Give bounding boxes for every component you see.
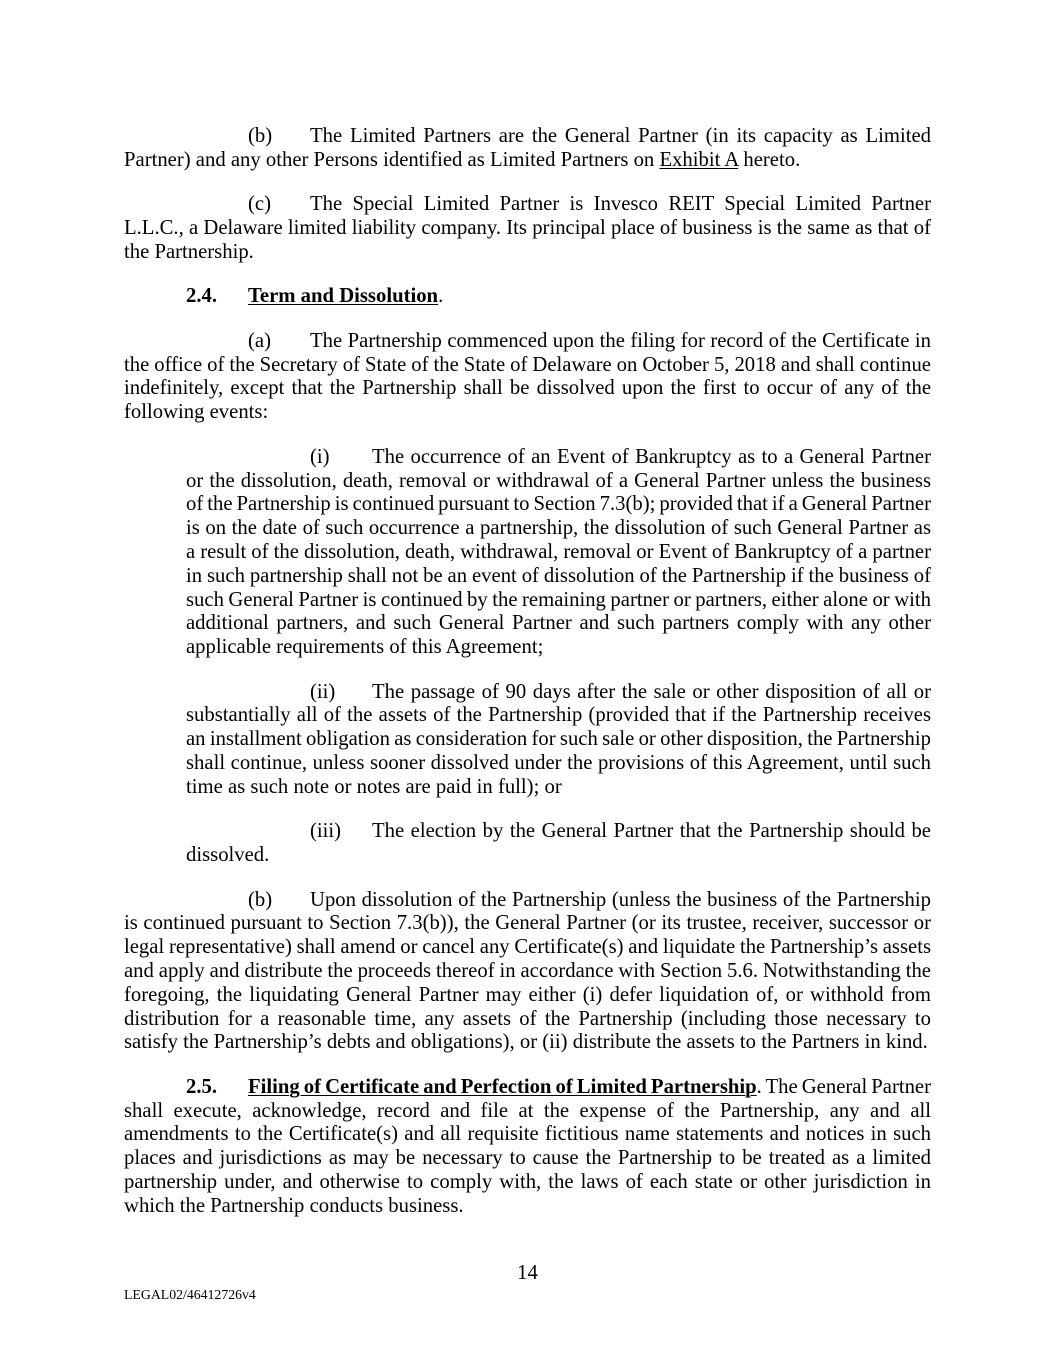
text-line — [186, 493, 931, 517]
text-line — [124, 1147, 931, 1171]
text-line — [186, 844, 931, 868]
text-line — [124, 936, 931, 960]
line-text: and apply and distribute the proceeds thereof in accordance with Section 5.6. Notwithstanding the — [124, 959, 931, 982]
text-line — [186, 776, 931, 800]
document-id: LEGAL02/46412726v4 — [124, 1287, 256, 1302]
line-text: The passage of 90 days after the sale or other disposition of all or — [372, 680, 931, 703]
section-2-4-heading — [124, 285, 931, 309]
text-line — [124, 1123, 931, 1147]
page-body — [124, 125, 931, 1239]
paragraph-label: (c) — [248, 193, 271, 216]
text-line — [124, 1171, 931, 1195]
line-text: The Limited Partners are the General Partner (in its capacity as Limited — [310, 125, 931, 147]
text-line — [186, 752, 931, 776]
paragraph-2-4-a — [124, 330, 931, 425]
text-line — [186, 446, 931, 470]
heading-line — [124, 285, 931, 309]
section-number: 2.5. — [186, 1075, 218, 1098]
text-line — [186, 541, 931, 565]
line-text: following events: — [124, 401, 269, 424]
line-text: dissolved. — [186, 844, 270, 867]
text-line — [186, 728, 931, 752]
section-title-punctuation: . — [438, 285, 444, 308]
heading-line — [124, 1076, 931, 1100]
text-line — [186, 565, 931, 589]
line-text: The Special Limited Partner is Invesco REIT Special Limited Partner — [310, 193, 931, 216]
line-text: the office of the Secretary of State of the State of Delaware on October 5, 2018 and shall continue — [124, 353, 931, 376]
text-line — [124, 193, 931, 217]
paragraph-2-4-a-ii — [186, 681, 931, 800]
paragraph-label: (b) — [248, 888, 273, 911]
paragraph-label: (ii) — [310, 680, 336, 703]
text-line — [186, 681, 931, 705]
line-text: places and jurisdictions as may be necessary to cause the Partnership to be treated as a limited — [124, 1147, 931, 1170]
text-line — [186, 517, 931, 541]
text-line — [124, 401, 931, 425]
text-line — [124, 149, 931, 173]
line-text: distribution for a reasonable time, any assets of the Partnership (including those necessary to — [124, 1007, 931, 1030]
line-text: applicable requirements of this Agreement; — [186, 636, 544, 659]
line-text: time as such note or notes are paid in full); or — [186, 775, 562, 798]
paragraph-label: (b) — [248, 125, 273, 147]
exhibit-a-reference: Exhibit A — [659, 148, 739, 171]
text-line — [124, 241, 931, 265]
paragraph-2-3-c — [124, 193, 931, 264]
text-line — [124, 889, 931, 913]
line-text: additional partners, and such General Partner and such partners comply with any other — [186, 612, 931, 635]
line-text-segment: Partner) and any other Persons identified as Limited Partners on — [124, 148, 660, 171]
line-text: L.L.C., a Delaware limited liability company. Its principal place of business is the same as that of — [124, 217, 931, 240]
text-line — [124, 912, 931, 936]
line-text — [124, 149, 800, 173]
text-line — [124, 1008, 931, 1032]
line-text: Upon dissolution of the Partnership (unless the business of the Partnership — [310, 888, 931, 911]
heading-text — [248, 1076, 931, 1100]
line-text: a result of the dissolution, death, withdrawal, removal or Event of Bankruptcy of a partner — [186, 540, 931, 563]
line-text: The Partnership commenced upon the filing for record of the Certificate in — [310, 329, 931, 352]
line-text-segment: . The General Partner — [756, 1075, 931, 1098]
line-text: The occurrence of an Event of Bankruptcy as to a General Partner — [372, 445, 931, 468]
paragraph-label: (i) — [310, 445, 330, 468]
line-text: amendments to the Certificate(s) and all requisite fictitious name statements and notices in such — [124, 1123, 931, 1146]
line-text: shall execute, acknowledge, record and file at the expense of the Partnership, any and all — [124, 1099, 931, 1122]
section-2-5 — [124, 1076, 931, 1219]
line-text: of the Partnership is continued pursuant to Section 7.3(b); provided that if a General Partner — [186, 493, 931, 516]
text-line — [186, 704, 931, 728]
text-line — [124, 960, 931, 984]
line-text: or the dissolution, death, removal or withdrawal of a General Partner unless the business — [186, 469, 931, 492]
text-line — [124, 1031, 931, 1055]
paragraph-2-3-b — [124, 125, 931, 173]
line-text: is continued pursuant to Section 7.3(b)), the General Partner (or its trustee, receiver, successor or — [124, 912, 931, 935]
text-line — [124, 984, 931, 1008]
line-text: which the Partnership conducts business. — [124, 1194, 464, 1217]
text-line — [186, 470, 931, 494]
line-text: in such partnership shall not be an event of dissolution of the Partnership if the business of — [186, 564, 931, 587]
text-line — [186, 636, 931, 660]
text-line — [186, 589, 931, 613]
line-text: indefinitely, except that the Partnership shall be dissolved upon the first to occur of any of the — [124, 377, 931, 400]
text-line — [124, 125, 931, 149]
section-title: Filing of Certificate and Perfection of Limited Partnership — [248, 1075, 757, 1098]
line-text: the Partnership. — [124, 240, 254, 263]
line-text: shall continue, unless sooner dissolved under the provisions of this Agreement, until such — [186, 751, 931, 774]
page-number: 14 — [517, 1262, 538, 1284]
text-line — [124, 1195, 931, 1219]
paragraph-2-4-a-i — [186, 446, 931, 660]
paragraph-label: (iii) — [310, 820, 342, 843]
line-text: foregoing, the liquidating General Partner may either (i) defer liquidation of, or withhold from — [124, 983, 931, 1006]
line-text: The election by the General Partner that the Partnership should be — [372, 820, 931, 843]
paragraph-2-4-a-iii — [186, 820, 931, 868]
line-text: substantially all of the assets of the Partnership (provided that if the Partnership receives — [186, 704, 931, 727]
text-line — [124, 1100, 931, 1124]
text-line — [124, 330, 931, 354]
section-number: 2.4. — [186, 285, 218, 308]
line-text: satisfy the Partnership’s debts and obligations), or (ii) distribute the assets to the Partners in kind. — [124, 1031, 928, 1054]
section-title: Term and Dissolution — [248, 285, 439, 308]
line-text: an installment obligation as consideration for such sale or other disposition, the Partnership — [186, 728, 931, 751]
line-text: such General Partner is continued by the remaining partner or partners, either alone or with — [186, 588, 931, 611]
text-line — [124, 354, 931, 378]
line-text: partnership under, and otherwise to comply with, the laws of each state or other jurisdiction in — [124, 1170, 931, 1193]
paragraph-2-4-b — [124, 889, 931, 1056]
line-text-segment: hereto. — [738, 148, 801, 171]
line-text: is on the date of such occurrence a partnership, the dissolution of such General Partner as — [186, 517, 931, 540]
text-line — [186, 820, 931, 844]
heading-text — [248, 285, 443, 309]
paragraph-label: (a) — [248, 329, 271, 352]
text-line — [124, 377, 931, 401]
line-text: legal representative) shall amend or cancel any Certificate(s) and liquidate the Partnership’s assets — [124, 936, 931, 959]
text-line — [124, 217, 931, 241]
text-line — [186, 612, 931, 636]
